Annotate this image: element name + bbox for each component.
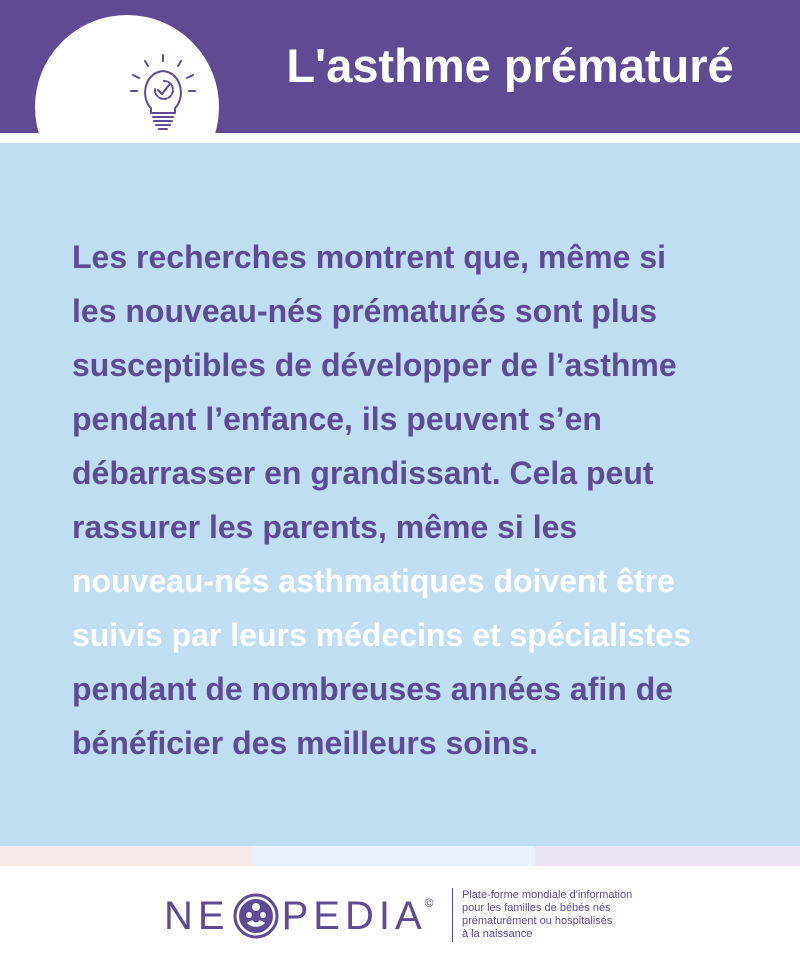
body-line: débarrasser en grandissant. Cela peut bbox=[72, 455, 654, 491]
icon-badge bbox=[35, 15, 219, 133]
body-line: susceptibles de développer de l’asthme bbox=[72, 347, 677, 383]
info-panel bbox=[0, 143, 800, 846]
body-text bbox=[72, 230, 752, 770]
color-band bbox=[253, 846, 535, 866]
color-band bbox=[0, 846, 253, 866]
color-bands bbox=[0, 846, 800, 866]
tagline-line: Plate-forme mondiale d'information bbox=[462, 889, 633, 901]
body-line: pendant de nombreuses années afin de bbox=[72, 671, 674, 707]
tagline-line: à la naissance bbox=[462, 928, 533, 940]
parent-baby-circle-icon bbox=[233, 893, 279, 939]
page-title: L'asthme prématuré bbox=[286, 39, 734, 92]
body-line: les nouveau-nés prématurés sont plus bbox=[72, 293, 658, 329]
divider bbox=[0, 133, 800, 143]
copyright-mark: © bbox=[424, 896, 434, 910]
color-band bbox=[535, 846, 800, 866]
tagline-line: pour les familles de bébés nés bbox=[462, 902, 611, 914]
body-line-highlight: suivis par leurs médecins et spécialistes bbox=[72, 617, 691, 653]
tagline bbox=[462, 889, 672, 941]
footer bbox=[0, 866, 800, 966]
body-line: rassurer les parents, même si les bbox=[72, 509, 578, 545]
logo-text-right: PEDIA bbox=[281, 893, 427, 938]
body-line-highlight: nouveau-nés asthmatiques doivent être bbox=[72, 563, 675, 599]
body-line: pendant l’enfance, ils peuvent s’en bbox=[72, 401, 602, 437]
body-line: bénéficier des meilleurs soins. bbox=[72, 725, 538, 761]
tagline-line: prématurément ou hospitalisés bbox=[462, 915, 613, 927]
logo-divider bbox=[452, 888, 453, 942]
logo-text-left: NE bbox=[164, 893, 230, 938]
neopedia-logo bbox=[164, 890, 433, 942]
header-banner bbox=[0, 0, 800, 133]
lightbulb-check-icon bbox=[127, 53, 199, 133]
body-line: Les recherches montrent que, même si bbox=[72, 239, 666, 275]
